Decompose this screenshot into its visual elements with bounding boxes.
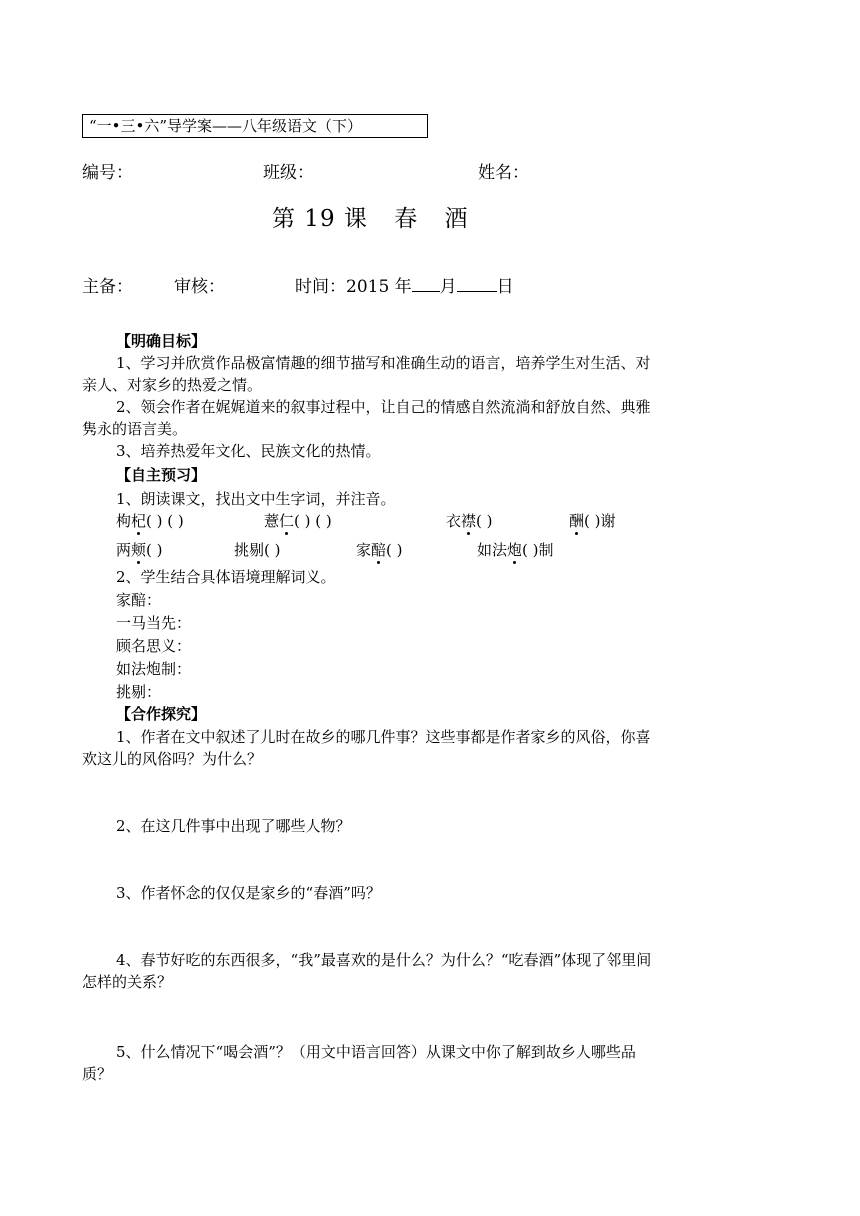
cooperation-question: 5、什么情况下“喝会酒”？（用文中语言回答）从课文中你了解到故乡人哪些品质？: [82, 1043, 636, 1083]
term-item: 如法炮制：: [116, 660, 192, 678]
preview-question-1: 1、朗读课文，找出文中生字词，并注音。: [116, 490, 396, 508]
header-box: “一•三•六”导学案——八年级语文（下）: [82, 114, 428, 138]
cooperation-question: 4、春节好吃的东西很多，“我”最喜欢的是什么？为什么？“吃春酒”体现了邻里间怎样的关系？: [82, 951, 652, 991]
cooperation-heading: 【合作探究】: [116, 705, 207, 723]
vocab-item-yijin: 衣襟( ): [446, 512, 493, 530]
vocab-item-jiapei: 家醅( ): [356, 541, 403, 559]
vocab-item-tiaoti: 挑剔( ): [234, 541, 281, 559]
cooperation-question: 2、在这几件事中出现了哪些人物？: [116, 817, 351, 835]
vocab-item-yiren: 薏仁( ) ( ): [264, 512, 332, 530]
time-field: [295, 272, 514, 297]
class-label: 班级：: [263, 163, 314, 183]
title-word-2: 酒: [444, 206, 469, 232]
term-item: 挑剔：: [116, 683, 162, 701]
cooperation-question: 1、作者在文中叙述了儿时在故乡的哪几件事？这些事都是作者家乡的风俗，你喜欢这儿的风俗吗？为什么？: [82, 728, 651, 768]
lesson-number: 第 19 课: [272, 206, 368, 232]
name-label: 姓名：: [478, 163, 529, 183]
month-blank: [412, 275, 440, 292]
author-label: 主备：: [82, 277, 133, 297]
time-prefix: 时间：2015 年: [295, 277, 412, 297]
vocab-item-chouxie: 酬( )谢: [569, 512, 616, 530]
preview-question-2: 2、学生结合具体语境理解词义。: [116, 568, 336, 586]
term-item: 家醅：: [116, 591, 162, 609]
day-blank: [457, 275, 497, 292]
goal-item: 3、培养热爱年文化、民族文化的热情。: [116, 442, 381, 460]
goals-heading: 【明确目标】: [116, 332, 207, 350]
vocab-item-rufapaozhi: 如法炮( )制: [477, 541, 554, 559]
reviewer-label: 审核：: [174, 277, 225, 297]
goal-item: 1、学习并欣赏作品极富情趣的细节描写和准确生动的语言，培养学生对生活、对亲人、对家乡的热爱之情。: [82, 354, 651, 394]
day-label: 日: [496, 277, 514, 297]
goal-item: 2、领会作者在娓娓道来的叙事过程中，让自己的情感自然流淌和舒放自然、典雅隽永的语言美。: [82, 398, 651, 438]
preview-heading: 【自主预习】: [116, 466, 207, 484]
number-label: 编号：: [82, 163, 133, 183]
term-item: 顾名思义：: [116, 637, 192, 655]
term-item: 一马当先：: [116, 614, 192, 632]
month-label: 月: [439, 277, 457, 297]
vocab-item-liangjia: 两颊( ): [116, 541, 163, 559]
title-word-1: 春: [394, 206, 419, 232]
vocab-item-gouqi: 枸杞( ) ( ): [116, 512, 184, 530]
cooperation-question: 3、作者怀念的仅仅是家乡的“春酒”吗？: [116, 884, 381, 902]
page-title: [272, 200, 469, 233]
